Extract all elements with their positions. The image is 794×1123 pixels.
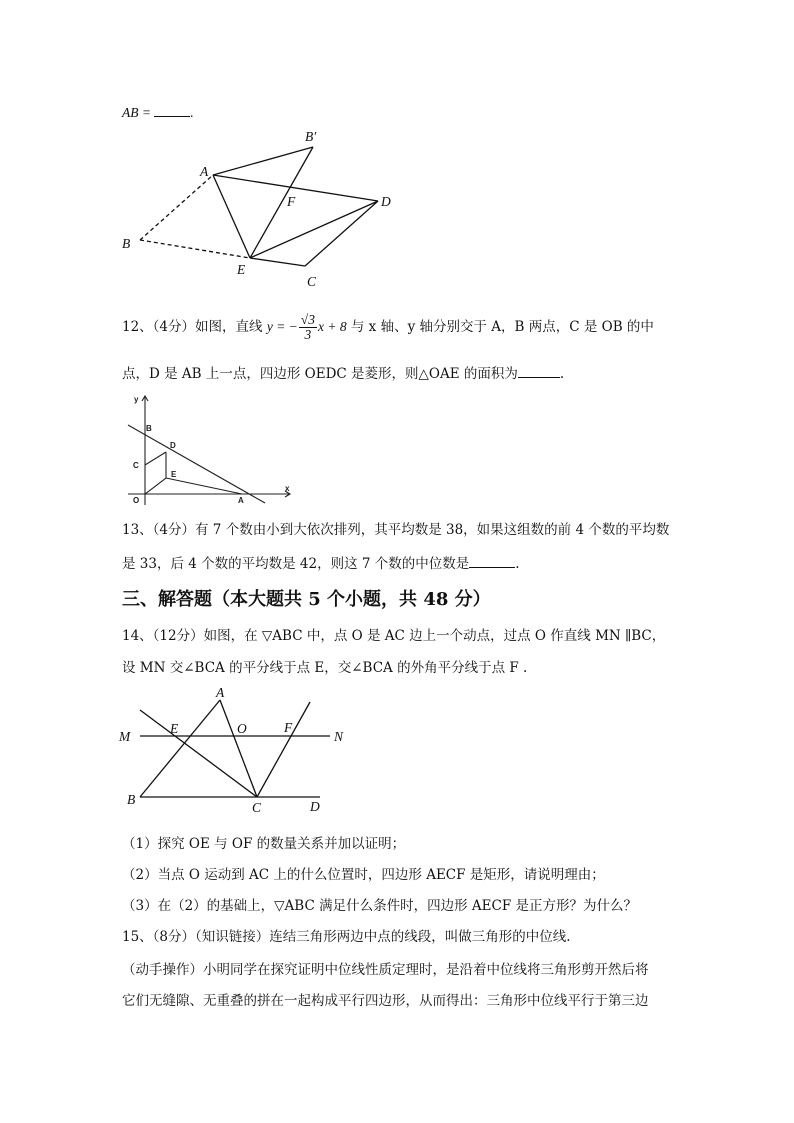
segment-ea (166, 478, 242, 494)
label-b: B (122, 236, 131, 251)
label-c-q12: C (133, 461, 139, 470)
q12-line1 (122, 313, 654, 342)
segment-b-prime-e (250, 147, 313, 258)
q15-line2: （动手操作）小明同学在探究证明中位线性质定理时，是沿着中位线将三角形剪开然后将 (122, 962, 649, 978)
label-e-q12: E (171, 470, 177, 479)
external-bisector-cf (257, 702, 310, 797)
segment-cd (305, 201, 378, 266)
label-o-q12: O (133, 496, 140, 505)
q13-line1: 13、（4分）有 7 个数由小到大依次排列，其平均数是 38，如果这组数的前 4 个数的平均数 (122, 522, 670, 538)
q13-line2-text: 是 33，后 4 个数的平均数是 42，则这 7 个数的中位数是 (122, 556, 470, 572)
q14-sub2: （2）当点 O 运动到 AC 上的什么位置时，四边形 AECF 是矩形，请说明理由； (122, 867, 605, 883)
segment-ec (250, 258, 305, 266)
label-a-q14: A (216, 685, 225, 700)
q12-line2-text: 点，D 是 AB 上一点，四边形 OEDC 是菱形，则△OAE 的面积为 (122, 366, 518, 382)
q11-figure (140, 147, 378, 266)
q12-fraction-num: √3 (300, 312, 315, 327)
label-f: F (287, 194, 296, 209)
q12-eq-rest: x + 8 (317, 319, 347, 334)
label-b-q14: B (127, 792, 136, 807)
q15-line3: 它们无缝隙、无重叠的拼在一起构成平行四边形，从而得出：三角形中位线平行于第三边 (122, 993, 649, 1009)
q12-line2 (122, 362, 564, 382)
q12-fraction (299, 313, 317, 342)
segment-ed (250, 201, 378, 258)
label-a-q12: A (238, 496, 244, 505)
q13-blank (469, 555, 515, 568)
label-m: M (119, 729, 131, 744)
q12-eq-y: y = − (266, 319, 298, 334)
label-o: O (237, 721, 247, 736)
label-e: E (237, 262, 246, 277)
q14-line1: 14、（12分）如图，在 ▽ABC 中，点 O 是 AC 边上一个动点，过点 O 作直线 MN ∥BC， (122, 628, 666, 644)
segment-cd-q12 (145, 452, 166, 465)
segment-ba-dashed (140, 175, 213, 240)
q12-fraction-den: 3 (304, 327, 312, 342)
q13-line2-end: . (515, 556, 520, 572)
label-y-axis: y (134, 395, 139, 404)
q12-blank (518, 365, 560, 378)
label-d: D (381, 194, 391, 209)
q15-line1: 15、（8分）（知识链接）连结三角形两边中点的线段，叫做三角形的中位线. (122, 929, 571, 945)
q14-line2: 设 MN 交∠BCA 的平分线于点 E，交∠BCA 的外角平分线于点 F . (122, 660, 528, 676)
label-a: A (200, 164, 209, 179)
q12-line2-end: . (559, 366, 565, 382)
q14-sub1: （1）探究 OE 与 OF 的数量关系并加以证明； (122, 836, 406, 852)
q14-figure (140, 700, 330, 797)
label-x-axis: x (285, 484, 290, 493)
q12-line1-after: 与 x 轴、y 轴分别交于 A，B 两点，C 是 OB 的中 (350, 319, 654, 335)
segment-ae (213, 175, 250, 258)
q12-figure (128, 396, 290, 505)
label-c: C (307, 274, 317, 289)
label-d-q14: D (310, 799, 320, 814)
q11-prefix: AB = (122, 105, 155, 120)
q13-line2 (122, 552, 520, 572)
label-f-q14: F (284, 720, 293, 735)
label-e-q14: E (170, 721, 179, 736)
label-n: N (334, 729, 344, 744)
label-b-prime: B′ (305, 129, 317, 144)
segment-ab-q14 (140, 700, 220, 797)
q14-sub3: （3）在（2）的基础上，▽ABC 满足什么条件时，四边形 AECF 是正方形？为什么？ (122, 898, 637, 914)
q11-suffix: . (190, 105, 194, 120)
segment-eo (145, 478, 166, 494)
label-d-q12: D (170, 441, 176, 450)
segment-be-dashed (140, 240, 250, 258)
label-c-q14: C (252, 800, 262, 815)
section-title: 三、解答题（本大题共 5 个小题，共 48 分） (122, 589, 491, 610)
q12-number: 12、（4分）如图，直线 (122, 319, 263, 335)
label-b-q12: B (146, 424, 152, 433)
segment-ab-prime (213, 147, 313, 175)
